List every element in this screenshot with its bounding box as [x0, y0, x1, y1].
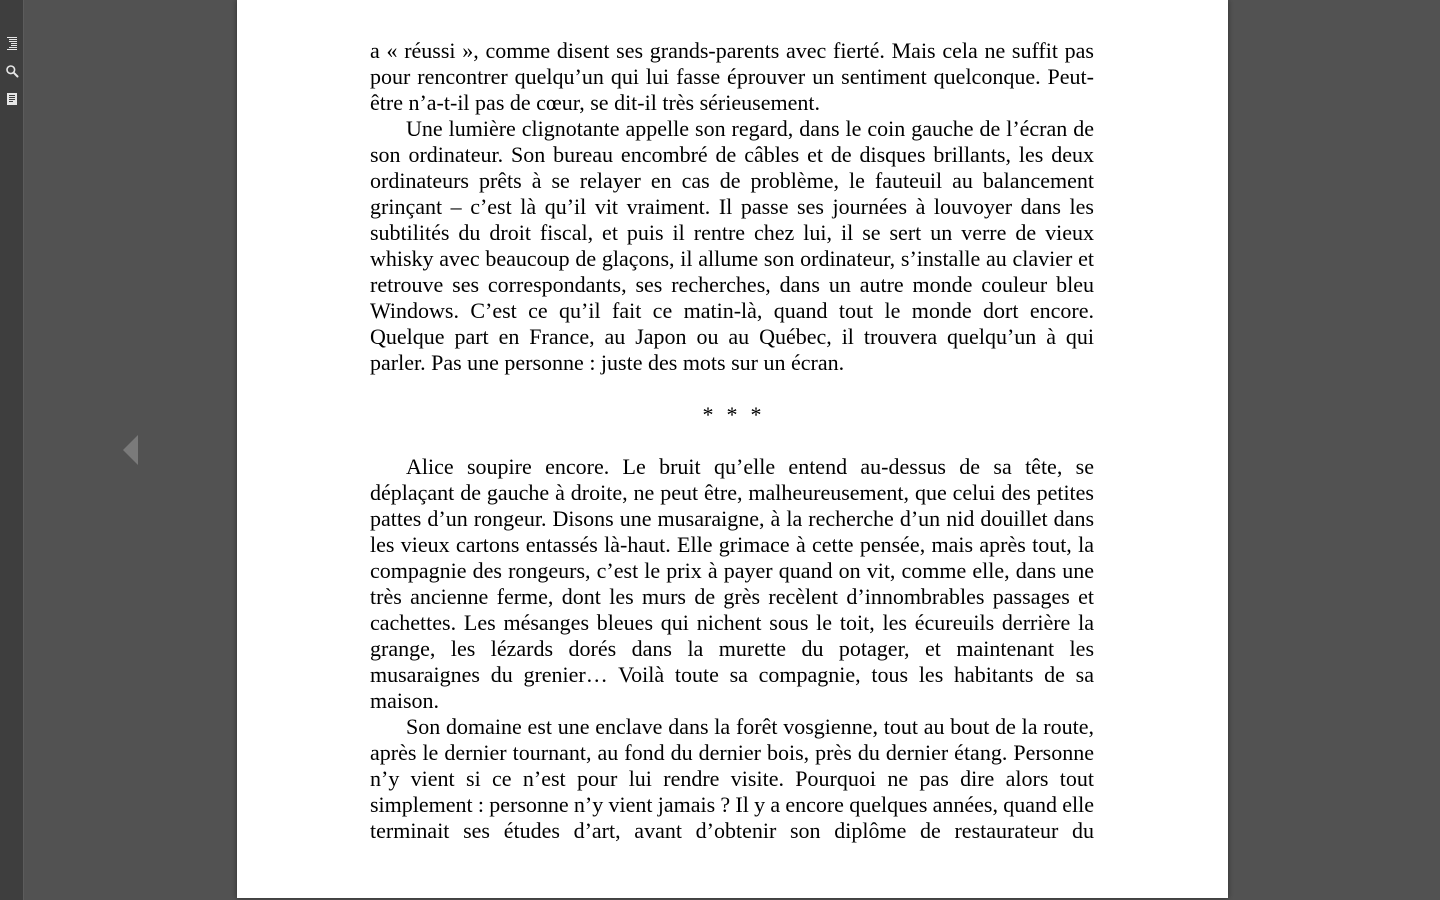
text-line: pattes d’un rongeur. Disons une musaraigne, à la recherche d’un nid douillet dans — [370, 506, 1094, 531]
notes-icon — [5, 92, 19, 106]
text-line: subtilités du droit fiscal, et puis il rentre chez lui, il se sert un verre de vieux — [370, 220, 1094, 245]
text-line: Son domaine est une enclave dans la forêt vosgienne, tout au bout de la route, — [406, 714, 1094, 739]
paragraph — [370, 454, 1094, 714]
text-line: son ordinateur. Son bureau encombré de câbles et de disques brillants, les deux — [370, 142, 1094, 167]
paragraph — [370, 38, 1094, 116]
table-of-contents-button[interactable] — [3, 33, 21, 53]
previous-page-button[interactable] — [110, 420, 152, 482]
text-line: pour rencontrer quelqu’un qui lui fasse éprouver un sentiment quelconque. Peut- — [370, 64, 1094, 89]
book-page — [237, 0, 1228, 898]
notes-button[interactable] — [3, 89, 21, 109]
text-line: maison. — [370, 688, 440, 713]
text-line: simplement : personne n’y vient jamais ? Il y a encore quelques années, quand elle — [370, 792, 1094, 817]
text-line: grange, les lézards dorés dans la murette du potager, et maintenant les — [370, 636, 1094, 661]
text-line: ordinateurs prêts à se relayer en cas de problème, le fauteuil au balancement — [370, 168, 1094, 193]
text-line: Alice soupire encore. Le bruit qu’elle entend au-dessus de sa tête, se — [406, 454, 1094, 479]
table-of-contents-icon — [5, 36, 19, 50]
paragraph — [370, 714, 1094, 844]
text-line: grinçant – c’est là qu’il vit vraiment. Il passe ses journées à louvoyer dans les — [370, 194, 1094, 219]
text-line: retrouve ses correspondants, ses recherches, dans un autre monde couleur bleu — [370, 272, 1094, 297]
paragraph — [370, 116, 1094, 376]
text-line: cachettes. Les mésanges bleues qui nichent sous le toit, les écureuils derrière la — [370, 610, 1094, 635]
scene-break: * * * — [702, 402, 762, 427]
text-line: les vieux cartons entassés là-haut. Elle grimace à cette pensée, mais après tout, la — [370, 532, 1094, 557]
text-line: après le dernier tournant, au fond du dernier bois, près du dernier étang. Personne — [370, 740, 1094, 765]
text-line: Quelque part en France, au Japon ou au Québec, il trouvera quelqu’un à qui — [370, 324, 1094, 349]
search-button[interactable] — [3, 61, 21, 81]
text-line: a « réussi », comme disent ses grands-parents avec fierté. Mais cela ne suffit pas — [370, 38, 1094, 63]
text-line: être n’a-t-il pas de cœur, se dit-il très sérieusement. — [370, 90, 820, 115]
text-line: Windows. C’est ce qu’il fait ce matin-là, quand tout le monde dort encore. — [370, 298, 1094, 323]
text-line: Une lumière clignotante appelle son regard, dans le coin gauche de l’écran de — [406, 116, 1094, 141]
text-line: très ancienne ferme, dont les murs de grès recèlent d’innombrables passages et — [370, 584, 1094, 609]
search-icon — [5, 64, 19, 78]
text-line: parler. Pas une personne : juste des mots sur un écran. — [370, 350, 845, 375]
left-arrow-icon — [123, 435, 138, 465]
text-line: terminait ses études d’art, avant d’obtenir son diplôme de restaurateur du — [370, 818, 1094, 843]
text-line: whisky avec beaucoup de glaçons, il allume son ordinateur, s’installe au clavier et — [370, 246, 1094, 271]
text-line: musaraignes du grenier… Voilà toute sa compagnie, tous les habitants de sa — [370, 662, 1094, 687]
text-line: n’y vient si ce n’est pour lui rendre visite. Pourquoi ne pas dire alors tout — [370, 766, 1094, 791]
text-line: déplaçant de gauche à droite, ne peut être, malheureusement, que celui des petites — [370, 480, 1094, 505]
text-line: compagnie des rongeurs, c’est le prix à payer quand on vit, comme elle, dans une — [370, 558, 1094, 583]
sidebar — [0, 0, 24, 900]
page-text — [370, 38, 1094, 844]
